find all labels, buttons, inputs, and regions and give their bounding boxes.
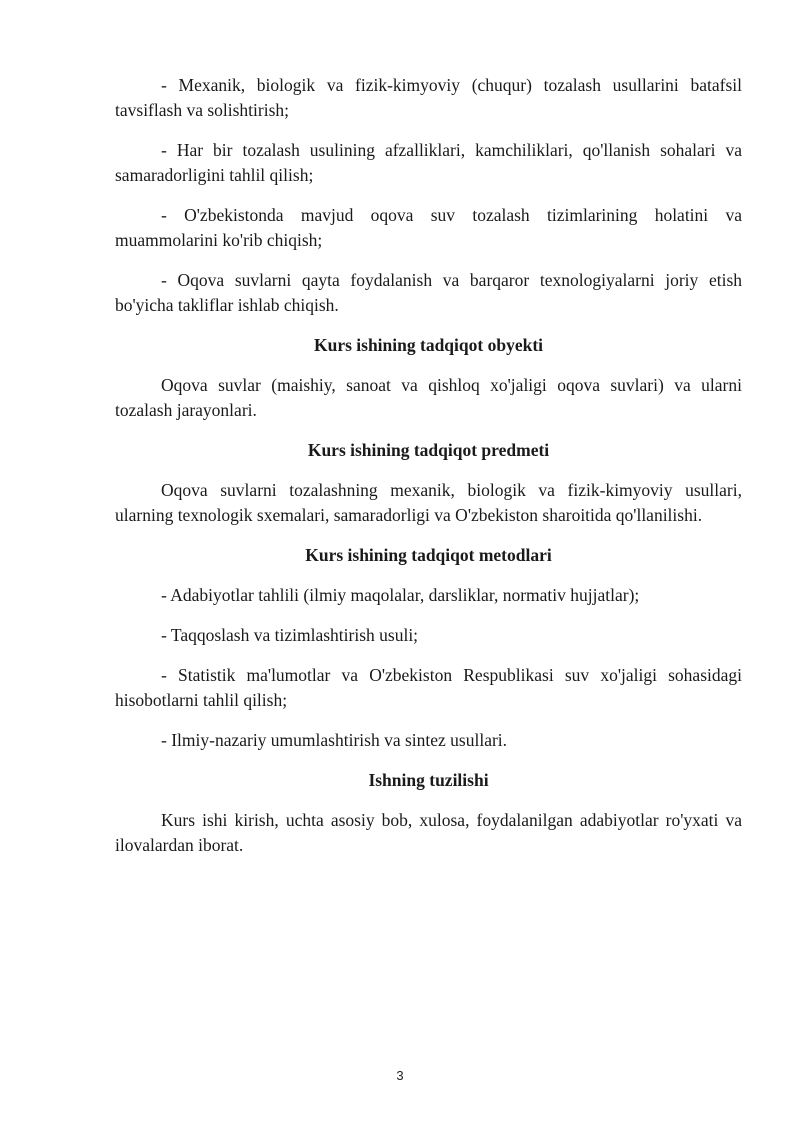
method-item: - Taqqoslash va tizimlashtirish usuli; [161,625,419,645]
research-subject-heading: Kurs ishining tadqiqot predmeti [307,440,550,460]
objective-item: - O'zbekistonda mavjud oqova suv tozalash tizimlarining holatini va muammolarini ko'rib chiqish; [115,205,742,250]
research-subject-text: Oqova suvlarni tozalashning mexanik, biologik va fizik-kimyoviy usullari, ularning texnologik sxemalari, samaradorligi va O'zbekiston sharoitida qo'llanilishi. [115,480,742,525]
objective-item: - Oqova suvlarni qayta foydalanish va barqaror texnologiyalarni joriy etish bo'yicha takliflar ishlab chiqish. [115,270,742,315]
page-content [115,73,742,873]
research-object-heading: Kurs ishining tadqiqot obyekti [313,335,544,355]
objective-item: - Mexanik, biologik va fizik-kimyoviy (chuqur) tozalash usullarini batafsil tavsiflash va solishtirish; [115,75,742,120]
work-structure-heading: Ishning tuzilishi [368,770,489,790]
method-item: - Statistik ma'lumotlar va O'zbekiston Respublikasi suv xo'jaligi sohasidagi hisobotlarni tahlil qilish; [115,665,742,710]
research-methods-heading: Kurs ishining tadqiqot metodlari [305,545,552,565]
page-number: 3 [396,1068,404,1083]
method-item: - Ilmiy-nazariy umumlashtirish va sintez usullari. [161,730,508,750]
method-item: - Adabiyotlar tahlili (ilmiy maqolalar, darsliklar, normativ hujjatlar); [161,585,640,605]
work-structure-text: Kurs ishi kirish, uchta asosiy bob, xulosa, foydalanilgan adabiyotlar ro'yxati va ilovalardan iborat. [115,810,742,855]
research-object-text: Oqova suvlar (maishiy, sanoat va qishloq xo'jaligi oqova suvlari) va ularni tozalash jarayonlari. [115,375,742,420]
objective-item: - Har bir tozalash usulining afzalliklari, kamchiliklari, qo'llanish sohalari va samaradorligini tahlil qilish; [115,140,742,185]
